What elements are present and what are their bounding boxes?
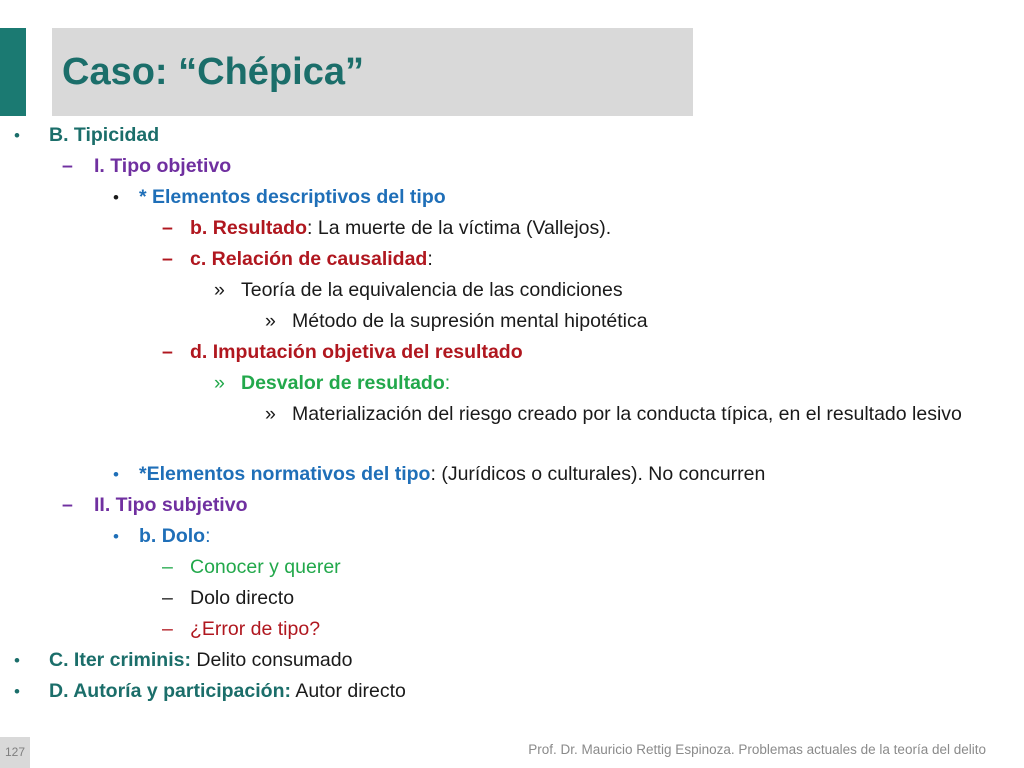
outline-item-resultado (0, 213, 1000, 244)
item-text: B. Tipicidad (49, 124, 160, 146)
outline-item-materializacion (0, 399, 1000, 459)
item-text: d. Imputación objetiva del resultado (190, 341, 523, 363)
item-text: I. Tipo objetivo (94, 155, 232, 177)
dash-marker: – (62, 494, 73, 516)
item-text: ¿Error de tipo? (190, 618, 321, 640)
outline-item-dolo (0, 521, 1000, 552)
dash-marker: – (162, 341, 173, 363)
item-text: Autor directo (290, 680, 406, 702)
item-text: Teoría de la equivalencia de las condiciones (241, 279, 623, 301)
bullet-marker: • (14, 126, 20, 145)
dash-marker: – (62, 155, 73, 177)
bullet-marker: • (14, 651, 20, 670)
slide-title: Caso: “Chépica” (62, 51, 364, 93)
slide-footer: Prof. Dr. Mauricio Rettig Espinoza. Problemas actuales de la teoría del delito (528, 742, 986, 757)
item-colon: : (444, 372, 451, 394)
item-text: II. Tipo subjetivo (94, 494, 248, 516)
dash-marker: – (162, 248, 173, 270)
title-accent-bar (0, 28, 26, 116)
item-label: b. Resultado (190, 217, 308, 239)
item-label: c. Relación de causalidad (190, 248, 428, 270)
outline-item-equivalencia (0, 275, 1000, 306)
outline-item-causalidad (0, 244, 1000, 275)
item-text: * Elementos descriptivos del tipo (139, 186, 446, 208)
dash-marker: – (162, 556, 173, 578)
item-text: Dolo directo (190, 587, 295, 609)
item-label: Desvalor de resultado (241, 372, 445, 394)
outline-item-supresion (0, 306, 1000, 337)
outline-item-desvalor (0, 368, 1000, 399)
chevron-marker: » (265, 310, 276, 332)
item-colon: : (427, 248, 433, 270)
outline-item-conocer (0, 552, 1000, 583)
bullet-marker: • (14, 682, 20, 701)
dash-marker: – (162, 587, 173, 609)
page-number: 127 (0, 737, 30, 768)
outline-item-tipicidad (0, 120, 1000, 151)
item-text: : (Jurídicos o culturales). No concurren (430, 463, 766, 485)
item-text: La muerte de la víctima (Vallejos). (312, 217, 612, 239)
item-text: Conocer y querer (190, 556, 341, 578)
item-label: *Elementos normativos del tipo (139, 463, 431, 485)
bullet-marker: • (113, 527, 119, 546)
chevron-marker: » (214, 279, 225, 301)
outline-item-tipo-objetivo (0, 151, 1000, 182)
outline-item-autoria (0, 676, 1000, 707)
bullet-marker: • (113, 188, 119, 207)
item-text: Delito consumado (190, 649, 353, 671)
slide-outline (0, 120, 1000, 707)
outline-item-iter-criminis (0, 645, 1000, 676)
item-colon: : (205, 525, 211, 547)
item-label: D. Autoría y participación: (49, 680, 291, 702)
item-text: Materialización del riesgo creado por la conducta típica, en el resultado lesivo (292, 403, 962, 425)
item-label: b. Dolo (139, 525, 206, 547)
outline-item-error-tipo (0, 614, 1000, 645)
item-text: Método de la supresión mental hipotética (292, 310, 648, 332)
dash-marker: – (162, 618, 173, 640)
item-label: C. Iter criminis: (49, 649, 191, 671)
outline-item-dolo-directo (0, 583, 1000, 614)
outline-item-imputacion (0, 337, 1000, 368)
outline-item-elementos-normativos (0, 459, 1000, 490)
item-colon: : (307, 217, 313, 239)
chevron-marker: » (214, 372, 225, 394)
chevron-marker: » (265, 403, 276, 425)
outline-item-tipo-subjetivo (0, 490, 1000, 521)
dash-marker: – (162, 217, 173, 239)
bullet-marker: • (113, 465, 119, 484)
outline-item-elementos-descriptivos (0, 182, 1000, 213)
